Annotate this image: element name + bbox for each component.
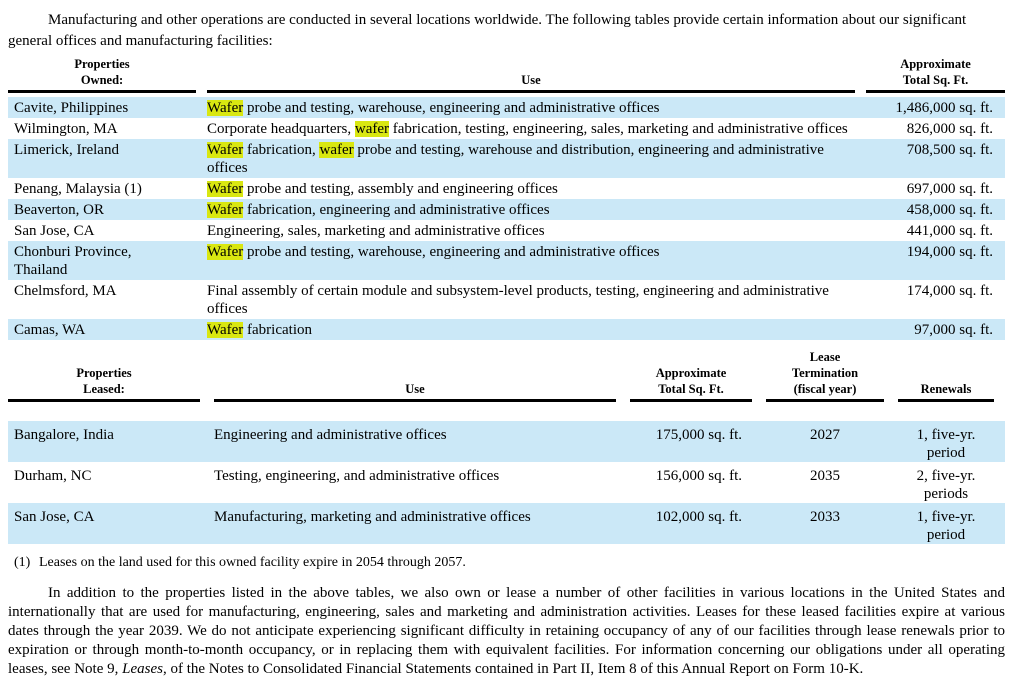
row-location: Durham, NC: [14, 468, 92, 484]
row-renewals: 1, five-yr. period: [916, 509, 976, 543]
owned-properties-table: [8, 56, 1005, 340]
row-location: Cavite, Philippines: [14, 99, 129, 116]
owned-table-rows: [8, 97, 1005, 340]
table-row: [8, 97, 1005, 118]
table-row: [8, 220, 1005, 241]
row-use: Engineering and administrative offices: [214, 427, 447, 443]
row-sqft: 826,000 sq. ft.: [906, 120, 993, 137]
row-sqft: 97,000 sq. ft.: [914, 321, 993, 338]
row-sqft: 441,000 sq. ft.: [906, 222, 993, 239]
row-location: Bangalore, India: [14, 427, 114, 443]
footnote-marker: (1): [14, 555, 31, 570]
row-renewals: 2, five-yr. periods: [916, 468, 976, 502]
table-row: [8, 178, 1005, 199]
table-row: [8, 118, 1005, 139]
leased-header-termination: Lease Termination (fiscal year): [766, 349, 884, 402]
table-row: [8, 421, 1005, 462]
leased-table-rows: [8, 421, 1005, 544]
leased-header-sqft: Approximate Total Sq. Ft.: [630, 365, 752, 402]
row-use: Testing, engineering, and administrative offices: [214, 468, 500, 484]
row-location: San Jose, CA: [14, 222, 95, 239]
row-location: Beaverton, OR: [14, 201, 104, 218]
row-termination-year: 2027: [810, 427, 840, 443]
table-row: [8, 199, 1005, 220]
row-location: Limerick, Ireland: [14, 141, 119, 158]
table-row: [8, 280, 1005, 319]
row-sqft: 708,500 sq. ft.: [906, 141, 993, 158]
row-sqft: 174,000 sq. ft.: [906, 282, 993, 299]
row-use: Wafer fabrication, wafer probe and testing, warehouse and distribution, engineering and administrative offices: [207, 141, 824, 176]
row-renewals: 1, five-yr. period: [916, 427, 976, 461]
footnote-text: Leases on the land used for this owned facility expire in 2054 through 2057.: [39, 555, 466, 570]
row-location: Chelmsford, MA: [14, 282, 117, 299]
owned-header-properties: Properties Owned:: [8, 56, 196, 93]
row-location: Chonburi Province, Thailand: [14, 243, 132, 278]
row-sqft: 697,000 sq. ft.: [906, 180, 993, 197]
row-location: Penang, Malaysia (1): [14, 180, 142, 197]
closing-paragraph: In addition to the properties listed in the above tables, we also own or lease a number of other facilities in various locations in the United States and internationally that are used for manufacturing, engineering, sales and marketing and administration activities. Leases for these leased facilities expire at various dates through the year 2039. We do not anticipate experiencing significant difficulty in retaining occupancy of any of our facilities through lease renewals prior to expiration or through month-to-month occupancy, or in replacing them with equivalent facilities. For information concerning our obligations under all operating leases, see Note 9, Leases, of the Notes to Consolidated Financial Statements contained in Part II, Item 8 of this Annual Report on Form 10-K.: [8, 585, 1005, 677]
row-sqft: 1,486,000 sq. ft.: [895, 99, 993, 116]
owned-table-header: [8, 56, 1005, 93]
table-row: [8, 241, 1005, 280]
table-row: [8, 503, 1005, 544]
leased-header-properties: Properties Leased:: [8, 365, 200, 402]
row-use: Wafer fabrication: [207, 321, 312, 338]
row-termination-year: 2033: [810, 509, 840, 525]
table-row: [8, 139, 1005, 178]
table-row: [8, 319, 1005, 340]
leased-properties-table: [8, 349, 1005, 544]
row-location: Camas, WA: [14, 321, 86, 338]
owned-header-sqft: Approximate Total Sq. Ft.: [866, 56, 1005, 93]
leased-header-use: Use: [214, 381, 616, 402]
intro-paragraph: Manufacturing and other operations are conducted in several locations worldwide. The following tables provide certain information about our significant general offices and manufacturing facilities:: [8, 12, 967, 49]
row-use: Wafer probe and testing, warehouse, engineering and administrative offices: [207, 99, 660, 116]
row-use: Corporate headquarters, wafer fabrication, testing, engineering, sales, marketing and administrative offices: [207, 120, 848, 137]
row-sqft: 102,000 sq. ft.: [655, 509, 742, 525]
row-use: Wafer fabrication, engineering and administrative offices: [207, 201, 550, 218]
owned-header-use: Use: [207, 72, 855, 93]
row-use: Wafer probe and testing, assembly and engineering offices: [207, 180, 558, 197]
row-use: Manufacturing, marketing and administrative offices: [214, 509, 531, 525]
row-termination-year: 2035: [810, 468, 840, 484]
leased-table-header: [8, 349, 1005, 402]
row-sqft: 194,000 sq. ft.: [906, 243, 993, 260]
footnote: [8, 554, 1005, 572]
row-sqft: 156,000 sq. ft.: [655, 468, 742, 484]
row-location: Wilmington, MA: [14, 120, 118, 137]
row-sqft: 458,000 sq. ft.: [906, 201, 993, 218]
row-use: Engineering, sales, marketing and administrative offices: [207, 222, 545, 239]
table-row: [8, 462, 1005, 503]
row-sqft: 175,000 sq. ft.: [655, 427, 742, 443]
leased-header-renewals: Renewals: [898, 381, 994, 402]
row-use: Wafer probe and testing, warehouse, engineering and administrative offices: [207, 243, 660, 260]
row-location: San Jose, CA: [14, 509, 95, 525]
row-use: Final assembly of certain module and subsystem-level products, testing, engineering and administrative offices: [207, 282, 829, 317]
